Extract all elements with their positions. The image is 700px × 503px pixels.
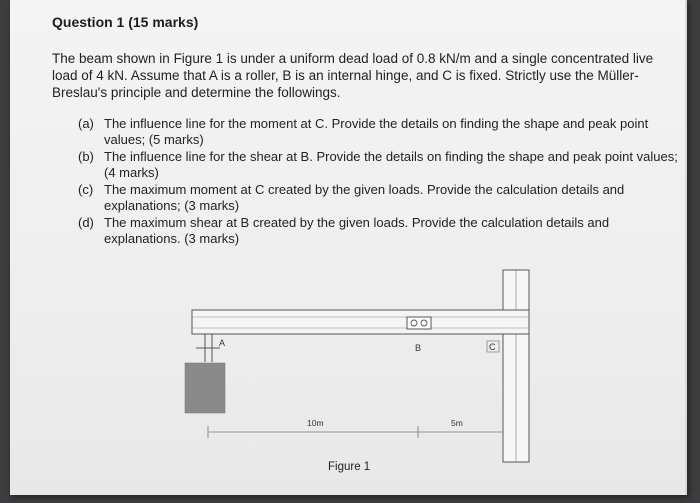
dimension-label-10m: 10m bbox=[307, 418, 324, 428]
label-b: B bbox=[415, 343, 422, 353]
part-d-text: The maximum shear at B created by the given loads. Provide the calculation details and explanations. (3 marks) bbox=[104, 215, 610, 246]
label-c: C bbox=[489, 342, 496, 352]
label-a: A bbox=[219, 338, 226, 348]
question-intro: The beam shown in Figure 1 is under a uniform dead load of 0.8 kN/m and a single concentrated live load of 4 kN. Assume that A is a roller, B is an internal hinge, and C is fixed. Strictly use the Müller-Breslau's principle and determine the followings. bbox=[52, 51, 654, 100]
question-page bbox=[10, 0, 687, 495]
support-a-block bbox=[185, 363, 225, 413]
part-d-tag: (d) bbox=[78, 215, 94, 230]
beam bbox=[192, 310, 529, 334]
part-b-text: The influence line for the shear at B. Provide the details on finding the shape and peak point values; (4 marks) bbox=[104, 149, 678, 180]
figure-caption: Figure 1 bbox=[328, 461, 371, 473]
part-a-tag: (a) bbox=[78, 116, 94, 131]
part-c-text: The maximum moment at C created by the given loads. Provide the calculation details and explanations; (3 marks) bbox=[104, 182, 625, 213]
part-a-text: The influence line for the moment at C. Provide the details on finding the shape and peak point values; (5 marks) bbox=[104, 116, 649, 147]
part-c-tag: (c) bbox=[78, 182, 94, 197]
part-b-tag: (b) bbox=[78, 149, 94, 164]
question-heading: Question 1 (15 marks) bbox=[52, 14, 199, 30]
beam-figure bbox=[10, 0, 685, 495]
dimension-label-5m: 5m bbox=[451, 418, 463, 428]
